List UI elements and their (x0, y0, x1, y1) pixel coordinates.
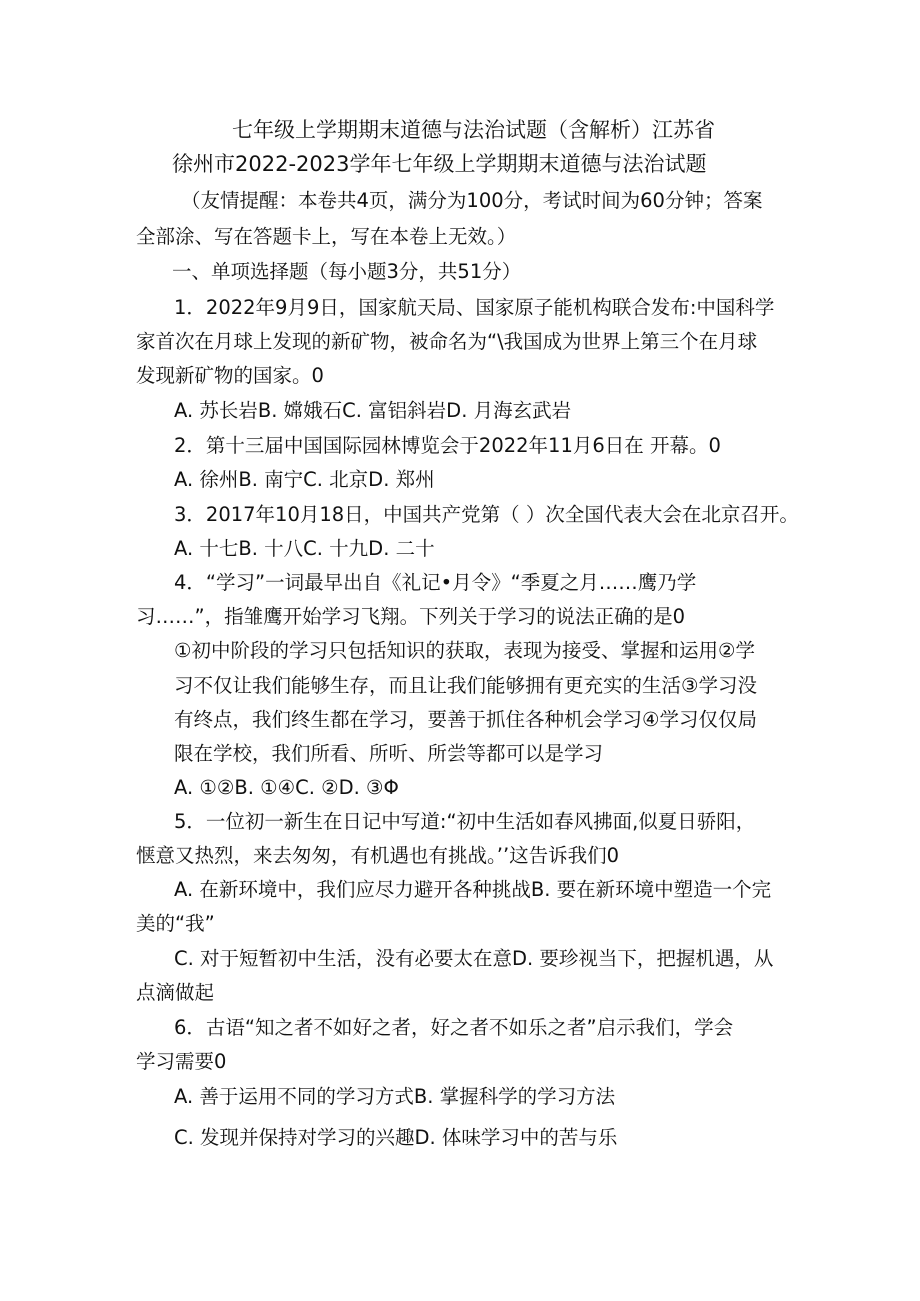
section-heading: 一、单项选择题（每小题3分，共51分） (172, 260, 522, 283)
question-3-stem: 3．2017年10月18日，中国共产党第（ ）次全国代表大会在北京召开。 (174, 503, 799, 526)
document-title-line-1: 七年级上学期期末道德与法治试题（含解析）江苏省 (232, 118, 715, 142)
question-4-statement-line-2: 习不仅让我们能够生存，而且让我们能够拥有更充实的生活③学习没 (174, 674, 757, 697)
question-5-options-line-1: A. 在新环境中，我们应尽力避开各种挑战B. 要在新环境中塑造一个完 (174, 878, 772, 901)
exam-note-line-2: 全部涂、写在答题卡上，写在本卷上无效。） (136, 225, 517, 248)
question-5-options-line-2: 美的“我” (136, 912, 215, 935)
question-6-stem-line-2: 学习需要0 (136, 1050, 227, 1073)
question-3-options: A. 十七B. 十八C. 十九D. 二十 (174, 537, 435, 560)
question-2-stem: 2．第十三届中国国际园林博览会于2022年11月6日在 开幕。0 (174, 434, 721, 457)
question-6-stem-line-1: 6．古语“知之者不如好之者，好之者不如乐之者”启示我们，学会 (174, 1016, 734, 1039)
question-1-stem-line-3: 发现新矿物的国家。0 (136, 364, 324, 387)
question-5-options-line-4: 点滴做起 (136, 981, 215, 1004)
document-title-line-2: 徐州市2022-2023学年七年级上学期期末道德与法治试题 (172, 152, 707, 176)
question-4-statement-line-1: ①初中阶段的学习只包括知识的获取，表现为接受、掌握和运用②学 (174, 639, 755, 662)
question-6-options-line-2: C. 发现并保持对学习的兴趣D. 体味学习中的苦与乐 (174, 1126, 618, 1149)
question-4-statement-line-4: 限在学校，我们所看、所听、所尝等都可以是学习 (174, 742, 604, 765)
question-4-options: A. ①②B. ①④C. ②D. ③Φ (174, 776, 399, 799)
question-2-options: A. 徐州B. 南宁C. 北京D. 郑州 (174, 468, 435, 491)
question-5-options-line-3: C. 对于短暂初中生活，没有必要太在意D. 要珍视当下，把握机遇，从 (174, 947, 774, 970)
question-4-stem-line-1: 4．“学习”一词最早出自《礼记•月令》“季夏之月……鹰乃学 (174, 571, 697, 594)
question-6-options-line-1: A. 善于运用不同的学习方式B. 掌握科学的学习方法 (174, 1085, 616, 1108)
question-1-stem-line-1: 1．2022年9月9日，国家航天局、国家原子能机构联合发布:中国科学 (174, 296, 775, 319)
exam-note-line-1: （友情提醒：本卷共4页，满分为100分，考试时间为60分钟；答案 (181, 189, 763, 212)
question-4-stem-line-2: 习……”，指雏鹰开始学习飞翔。下列关于学习的说法正确的是0 (136, 605, 686, 628)
question-1-options: A. 苏长岩B. 嫦娥石C. 富铝斜岩D. 月海玄武岩 (174, 399, 572, 422)
question-4-statement-line-3: 有终点，我们终生都在学习，要善于抓住各种机会学习④学习仅仅局 (174, 708, 757, 731)
question-5-stem-line-2: 惬意又热烈，来去匆匆，有机遇也有挑战。’’这告诉我们0 (136, 844, 620, 867)
question-1-stem-line-2: 家首次在月球上发现的新矿物，被命名为“\我国成为世界上第三个在月球 (136, 330, 758, 353)
question-5-stem-line-1: 5．一位初一新生在日记中写道:“初中生活如春风拂面,似夏日骄阳， (174, 810, 756, 833)
